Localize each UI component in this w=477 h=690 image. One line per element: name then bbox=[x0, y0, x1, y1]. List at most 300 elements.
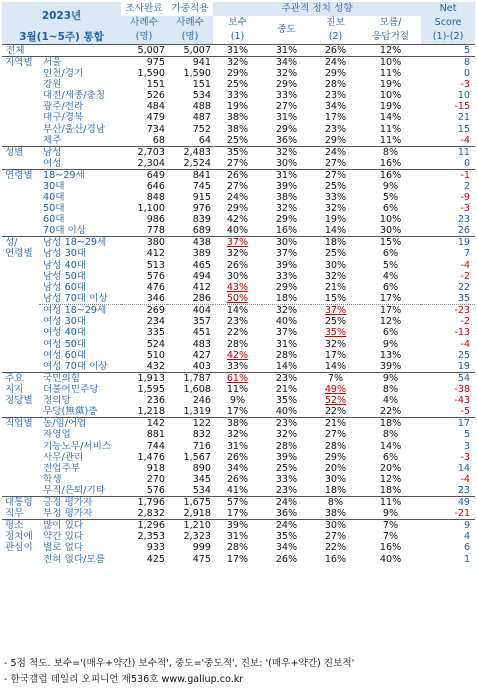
cell-conservative bbox=[213, 293, 262, 305]
cell-moderate: 30% bbox=[262, 237, 311, 249]
cell-conservative bbox=[213, 112, 262, 123]
group-label: 대통령 직무 bbox=[2, 497, 39, 520]
cell-sample-n: 68 bbox=[152, 134, 165, 146]
cell-dont-know: 13% bbox=[379, 349, 402, 361]
cell-weighted-n: 1,210 bbox=[167, 520, 213, 532]
conservative-value: 40% bbox=[226, 225, 249, 237]
cell-conservative bbox=[213, 237, 262, 249]
col-n2-sub: (명) bbox=[167, 30, 213, 44]
table-row bbox=[2, 508, 475, 520]
cell-conservative bbox=[213, 282, 262, 293]
cell-moderate: 23% bbox=[262, 418, 311, 430]
cell-sample-n: 5,007 bbox=[121, 44, 167, 56]
cell-progressive bbox=[311, 181, 360, 192]
progressive-value: 26% bbox=[324, 44, 347, 56]
cell-conservative bbox=[213, 429, 262, 440]
progressive-value: 27% bbox=[324, 157, 347, 169]
table-row bbox=[2, 474, 475, 485]
cell-sample-n: 576 bbox=[146, 485, 165, 497]
cell-weighted-n: 976 bbox=[192, 203, 211, 215]
group-label: 평소 정치에 관심이 bbox=[2, 520, 39, 565]
cell-dont-know: 30% bbox=[379, 225, 402, 237]
cell-sample-n: 412 bbox=[146, 248, 165, 260]
progressive-value: 23% bbox=[324, 123, 347, 135]
cell-progressive bbox=[311, 542, 360, 553]
cell-net-score: -2 bbox=[460, 316, 471, 328]
cell-conservative bbox=[213, 542, 262, 553]
cell-moderate: 40% bbox=[275, 316, 298, 328]
cell-progressive bbox=[311, 90, 360, 101]
cell-net-score: -38 bbox=[454, 383, 471, 395]
cell-progressive bbox=[311, 237, 360, 249]
group-label: 주요 지지 정당별 bbox=[2, 372, 39, 417]
cell-net-score: 49 bbox=[421, 497, 475, 509]
table-row bbox=[2, 531, 475, 542]
cell-net-score: 6 bbox=[463, 542, 471, 554]
cell-weighted-n: 841 bbox=[167, 169, 213, 181]
conservative-value: 28% bbox=[226, 542, 249, 554]
group-label: 직업별 bbox=[2, 418, 39, 497]
cell-dont-know: 8% bbox=[382, 429, 399, 441]
conservative-value: 30% bbox=[226, 270, 249, 282]
cell-sample-n: 484 bbox=[146, 101, 165, 113]
cell-conservative bbox=[213, 508, 262, 520]
row-label: 서울 bbox=[39, 56, 121, 68]
cell-dont-know: 9% bbox=[382, 508, 399, 520]
cell-sample-n: 1,218 bbox=[137, 406, 165, 418]
cell-dont-know: 22% bbox=[379, 406, 402, 418]
cell-net-score: 8 bbox=[421, 56, 475, 68]
progressive-value: 24% bbox=[324, 56, 347, 68]
row-label: 정의당 bbox=[43, 395, 71, 407]
row-label: 기능노무/서비스 bbox=[43, 440, 112, 452]
progressive-value: 17% bbox=[324, 112, 347, 124]
cell-sample-n: 425 bbox=[146, 553, 165, 565]
progressive-value: 15% bbox=[324, 293, 347, 305]
cell-moderate: 25% bbox=[275, 462, 298, 474]
cell-dont-know: 4% bbox=[382, 270, 399, 282]
cell-dont-know: 14% bbox=[379, 112, 402, 124]
cell-net-score: 25 bbox=[457, 349, 471, 361]
cell-progressive bbox=[311, 463, 360, 474]
cell-progressive bbox=[311, 214, 360, 225]
row-label: 40대 bbox=[43, 191, 65, 203]
cell-progressive bbox=[311, 554, 360, 565]
cell-moderate: 34% bbox=[275, 542, 298, 554]
cell-moderate: 32% bbox=[275, 203, 298, 215]
cell-progressive bbox=[311, 531, 360, 542]
cell-sample-n: 510 bbox=[146, 349, 165, 361]
cell-dont-know: 40% bbox=[379, 553, 402, 565]
progressive-value: 52% bbox=[324, 395, 347, 407]
cell-weighted-n: 487 bbox=[192, 112, 211, 124]
progressive-value: 14% bbox=[324, 360, 347, 372]
cell-progressive bbox=[311, 384, 360, 395]
cell-weighted-n: 451 bbox=[192, 327, 211, 339]
conservative-value: 38% bbox=[226, 112, 249, 124]
cell-progressive bbox=[311, 395, 360, 406]
conservative-value: 9% bbox=[229, 395, 246, 407]
group-label: 지역별 bbox=[2, 56, 39, 146]
conservative-value: 17% bbox=[226, 406, 249, 418]
cell-net-score: 9 bbox=[421, 520, 475, 532]
cell-progressive bbox=[311, 497, 360, 509]
row-label: 약간 있다 bbox=[43, 531, 84, 543]
cell-sample-n: 986 bbox=[146, 214, 165, 226]
cell-net-score: -5 bbox=[460, 406, 471, 418]
cell-moderate: 28% bbox=[275, 349, 298, 361]
progressive-value: 32% bbox=[324, 270, 347, 282]
cell-progressive bbox=[311, 225, 360, 237]
progressive-value: 32% bbox=[324, 203, 347, 215]
cell-weighted-n: 483 bbox=[192, 338, 211, 350]
conservative-value: 26% bbox=[226, 474, 249, 486]
cell-moderate: 31% bbox=[262, 44, 311, 56]
row-label: 50대 bbox=[43, 203, 65, 215]
cell-net-score: 19 bbox=[421, 237, 475, 249]
row-label: 여성 40대 bbox=[43, 327, 87, 339]
row-label: 여성 bbox=[43, 157, 62, 169]
progressive-value: 8% bbox=[327, 497, 344, 509]
cell-sample-n: 524 bbox=[146, 338, 165, 350]
row-label: 여성 60대 bbox=[43, 349, 87, 361]
row-label: 제주 bbox=[43, 134, 62, 146]
cell-net-score: -21 bbox=[454, 508, 471, 520]
cell-progressive bbox=[311, 271, 360, 282]
cell-net-score: 1 bbox=[463, 553, 471, 565]
group-label: 성별 bbox=[2, 146, 39, 169]
cell-weighted-n: 151 bbox=[192, 78, 211, 90]
table-row bbox=[2, 181, 475, 192]
cell-weighted-n: 752 bbox=[192, 123, 211, 135]
row-label: 여성 50대 bbox=[43, 338, 87, 350]
cell-conservative bbox=[213, 305, 262, 317]
cell-moderate: 37% bbox=[275, 248, 298, 260]
progressive-value: 35% bbox=[324, 327, 347, 339]
conservative-value: 43% bbox=[226, 282, 249, 294]
col-conservative: 보수 bbox=[228, 17, 247, 28]
cell-dont-know: 14% bbox=[379, 440, 402, 452]
cell-net-score: 35 bbox=[457, 293, 471, 305]
cell-moderate: 36% bbox=[275, 508, 298, 520]
conservative-value: 11% bbox=[226, 383, 249, 395]
conservative-value: 26% bbox=[226, 259, 249, 271]
cell-progressive bbox=[311, 372, 360, 384]
table-row bbox=[2, 123, 475, 134]
footnote-source: - 한국갤럽 데일리 오피니언 제536호 www.gallup.co.kr bbox=[4, 674, 244, 685]
progressive-value: 30% bbox=[324, 474, 347, 486]
row-label: 농/임/어업 bbox=[39, 418, 121, 430]
col-n1-top: 조사완료 bbox=[125, 3, 163, 14]
cell-weighted-n: 2,524 bbox=[183, 157, 211, 169]
table-row bbox=[2, 225, 475, 237]
cell-sample-n: 476 bbox=[146, 282, 165, 294]
cell-weighted-n: 122 bbox=[167, 418, 213, 430]
cell-progressive bbox=[311, 418, 360, 430]
conservative-value: 38% bbox=[226, 418, 249, 430]
progressive-value: 49% bbox=[324, 383, 347, 395]
row-label: 자영업 bbox=[43, 429, 71, 441]
cell-moderate: 30% bbox=[275, 157, 298, 169]
cell-conservative bbox=[213, 339, 262, 350]
cell-dont-know: 8% bbox=[382, 383, 399, 395]
cell-dont-know: 18% bbox=[379, 485, 402, 497]
cell-moderate: 29% bbox=[275, 214, 298, 226]
cell-moderate: 33% bbox=[275, 474, 298, 486]
cell-progressive bbox=[311, 316, 360, 327]
cell-net-score: 0 bbox=[463, 67, 471, 79]
cell-dont-know: 19% bbox=[379, 101, 402, 113]
col-ns3: (1)-(2) bbox=[421, 30, 475, 44]
table-row bbox=[2, 542, 475, 553]
cell-weighted-n: 745 bbox=[192, 180, 211, 192]
cell-dont-know: 6% bbox=[382, 203, 399, 215]
cell-conservative bbox=[213, 44, 262, 56]
col-progressive: 진보 bbox=[326, 17, 345, 28]
cell-moderate: 23% bbox=[275, 485, 298, 497]
table-row bbox=[2, 339, 475, 350]
progressive-value: 30% bbox=[324, 520, 347, 532]
cell-sample-n: 142 bbox=[121, 418, 167, 430]
cell-weighted-n: 412 bbox=[192, 282, 211, 294]
table-row bbox=[2, 520, 475, 532]
table-row bbox=[2, 90, 475, 101]
cell-sample-n: 734 bbox=[146, 123, 165, 135]
cell-dont-know: 9% bbox=[382, 338, 399, 350]
cell-moderate: 38% bbox=[275, 191, 298, 203]
cell-net-score: 11 bbox=[421, 146, 475, 158]
row-label: 남성 60대 bbox=[43, 282, 87, 294]
cell-dont-know: 10% bbox=[360, 56, 421, 68]
cell-sample-n: 649 bbox=[121, 169, 167, 181]
conservative-value: 61% bbox=[226, 372, 249, 384]
col-n2-top: 가중적용 bbox=[171, 3, 209, 14]
table-row bbox=[2, 372, 475, 384]
cell-conservative bbox=[213, 384, 262, 395]
cell-dont-know: 10% bbox=[379, 214, 402, 226]
cell-progressive bbox=[311, 56, 360, 68]
cell-conservative bbox=[213, 452, 262, 463]
progressive-value: 27% bbox=[324, 169, 347, 181]
progressive-value: 28% bbox=[324, 440, 347, 452]
table-row bbox=[2, 463, 475, 474]
cell-progressive bbox=[311, 248, 360, 259]
cell-weighted-n: 915 bbox=[192, 191, 211, 203]
cell-sample-n: 778 bbox=[146, 225, 165, 237]
title-year: 2023년 bbox=[41, 10, 82, 22]
cell-weighted-n: 890 bbox=[192, 462, 211, 474]
row-label: 강원 bbox=[43, 78, 62, 90]
progressive-value: 25% bbox=[324, 316, 347, 328]
cell-sample-n: 526 bbox=[146, 89, 165, 101]
cell-sample-n: 2,353 bbox=[137, 531, 165, 543]
cell-dont-know: 7% bbox=[360, 520, 421, 532]
cell-net-score: -3 bbox=[460, 78, 471, 90]
cell-moderate: 31% bbox=[262, 169, 311, 181]
cell-progressive bbox=[311, 169, 360, 181]
row-label: 사무/관리 bbox=[43, 451, 84, 463]
cell-moderate: 29% bbox=[275, 78, 298, 90]
cell-net-score: -4 bbox=[460, 338, 471, 350]
cell-conservative bbox=[213, 68, 262, 79]
total-row bbox=[2, 44, 475, 56]
cell-conservative bbox=[213, 225, 262, 237]
table-row bbox=[2, 406, 475, 418]
conservative-value: 29% bbox=[226, 203, 249, 215]
cell-progressive bbox=[311, 101, 360, 112]
progressive-value: 14% bbox=[324, 225, 347, 237]
cell-moderate: 33% bbox=[275, 89, 298, 101]
table-header bbox=[2, 2, 475, 44]
cell-moderate: 32% bbox=[275, 429, 298, 441]
cell-progressive bbox=[311, 361, 360, 373]
cell-dont-know: 11% bbox=[360, 497, 421, 509]
cell-dont-know: 11% bbox=[379, 123, 402, 135]
cell-net-score: 21 bbox=[457, 112, 471, 124]
row-label: 부산/울산/경남 bbox=[43, 123, 106, 135]
progressive-value: 20% bbox=[324, 462, 347, 474]
progressive-value: 22% bbox=[324, 406, 347, 418]
cell-progressive bbox=[311, 146, 360, 158]
progressive-value: 19% bbox=[324, 214, 347, 226]
table-row bbox=[2, 79, 475, 90]
cell-moderate: 35% bbox=[275, 395, 298, 407]
cell-sample-n: 1,913 bbox=[121, 372, 167, 384]
row-label: 70대 이상 bbox=[43, 225, 87, 237]
cell-moderate: 39% bbox=[275, 259, 298, 271]
conservative-value: 31% bbox=[226, 440, 249, 452]
col-n2: 사례수 bbox=[167, 16, 213, 30]
table-row bbox=[2, 485, 475, 497]
cell-progressive bbox=[311, 79, 360, 90]
table-row bbox=[2, 214, 475, 225]
cell-net-score: 15 bbox=[457, 123, 471, 135]
row-label: 별로 없다 bbox=[43, 542, 84, 554]
cell-progressive bbox=[311, 452, 360, 463]
cell-conservative bbox=[213, 90, 262, 101]
cell-progressive bbox=[311, 44, 360, 56]
footnotes bbox=[4, 656, 354, 688]
conservative-value: 19% bbox=[226, 101, 249, 113]
progressive-value: 22% bbox=[324, 542, 347, 554]
cell-net-score: 3 bbox=[463, 440, 471, 452]
cell-progressive bbox=[311, 68, 360, 79]
cell-dont-know: 12% bbox=[360, 44, 421, 56]
cell-progressive bbox=[311, 112, 360, 123]
progressive-value: 7% bbox=[327, 372, 344, 384]
cell-moderate: 39% bbox=[275, 451, 298, 463]
cell-conservative bbox=[213, 181, 262, 192]
table-row bbox=[2, 316, 475, 327]
cell-moderate: 34% bbox=[262, 56, 311, 68]
cell-net-score: 4 bbox=[463, 531, 471, 543]
cell-net-score: 5 bbox=[421, 44, 475, 56]
cell-weighted-n: 832 bbox=[192, 429, 211, 441]
cell-sample-n: 918 bbox=[146, 462, 165, 474]
cell-dont-know: 7% bbox=[382, 531, 399, 543]
cell-weighted-n: 2,323 bbox=[183, 531, 211, 543]
table-row bbox=[2, 112, 475, 123]
cell-sample-n: 646 bbox=[146, 180, 165, 192]
cell-sample-n: 479 bbox=[146, 112, 165, 124]
col-n1-sub: (명) bbox=[121, 30, 167, 44]
cell-progressive bbox=[311, 520, 360, 532]
cell-dont-know: 20% bbox=[379, 462, 402, 474]
cell-net-score: -23 bbox=[421, 305, 475, 317]
cell-moderate: 14% bbox=[275, 360, 298, 372]
progressive-value: 17% bbox=[324, 349, 347, 361]
row-label: 학생 bbox=[43, 474, 62, 486]
cell-progressive bbox=[311, 282, 360, 293]
table-row bbox=[2, 554, 475, 565]
cell-moderate: 28% bbox=[275, 440, 298, 452]
col-moderate: 중도 bbox=[277, 23, 296, 35]
cell-sample-n: 1,796 bbox=[121, 497, 167, 509]
cell-moderate: 32% bbox=[275, 67, 298, 79]
table-body bbox=[2, 44, 475, 565]
progressive-value: 34% bbox=[324, 101, 347, 113]
cell-net-score: 26 bbox=[457, 225, 471, 237]
col-ns1: Net bbox=[421, 2, 475, 16]
progressive-value: 38% bbox=[324, 508, 347, 520]
cell-sample-n: 380 bbox=[121, 237, 167, 249]
cell-weighted-n: 716 bbox=[192, 440, 211, 452]
table-row bbox=[2, 135, 475, 147]
cell-dont-know: 15% bbox=[360, 237, 421, 249]
cell-moderate: 35% bbox=[275, 531, 298, 543]
cell-conservative bbox=[213, 169, 262, 181]
cell-conservative bbox=[213, 248, 262, 259]
table-row bbox=[2, 418, 475, 430]
cell-conservative bbox=[213, 474, 262, 485]
cell-dont-know: 16% bbox=[360, 169, 421, 181]
cell-moderate: 29% bbox=[275, 123, 298, 135]
col-group-title: 주관적 정치 성향 bbox=[213, 2, 421, 16]
cell-weighted-n: 1,675 bbox=[167, 497, 213, 509]
cell-dont-know: 6% bbox=[382, 451, 399, 463]
progressive-value: 24% bbox=[324, 146, 347, 158]
cell-net-score: -4 bbox=[460, 474, 471, 486]
row-label: 부정 평가자 bbox=[43, 508, 93, 520]
cell-moderate: 32% bbox=[262, 305, 311, 317]
row-label: 대구/경북 bbox=[43, 112, 84, 124]
cell-moderate: 18% bbox=[275, 293, 298, 305]
cell-conservative bbox=[213, 56, 262, 68]
row-label: 남성 40대 bbox=[43, 259, 87, 271]
cell-dont-know: 16% bbox=[379, 157, 402, 169]
progressive-value: 33% bbox=[324, 191, 347, 203]
cell-moderate: 29% bbox=[275, 282, 298, 294]
row-label: 60대 bbox=[43, 214, 65, 226]
row-label: 여성 30대 bbox=[43, 316, 87, 328]
progressive-value: 18% bbox=[324, 237, 347, 249]
conservative-value: 50% bbox=[226, 293, 249, 305]
cell-net-score: -3 bbox=[460, 451, 471, 463]
cell-weighted-n: 534 bbox=[192, 485, 211, 497]
cell-net-score: -13 bbox=[454, 327, 471, 339]
political-orientation-table bbox=[2, 2, 475, 565]
cell-dont-know: 17% bbox=[360, 305, 421, 317]
col-dk2: 응답거절 bbox=[360, 30, 421, 44]
conservative-value: 42% bbox=[226, 214, 249, 226]
cell-dont-know: 10% bbox=[379, 89, 402, 101]
table-row bbox=[2, 271, 475, 282]
conservative-value: 57% bbox=[226, 497, 249, 509]
cell-progressive bbox=[311, 429, 360, 440]
cell-sample-n: 346 bbox=[146, 293, 165, 305]
cell-moderate: 33% bbox=[275, 270, 298, 282]
cell-weighted-n: 389 bbox=[192, 248, 211, 260]
